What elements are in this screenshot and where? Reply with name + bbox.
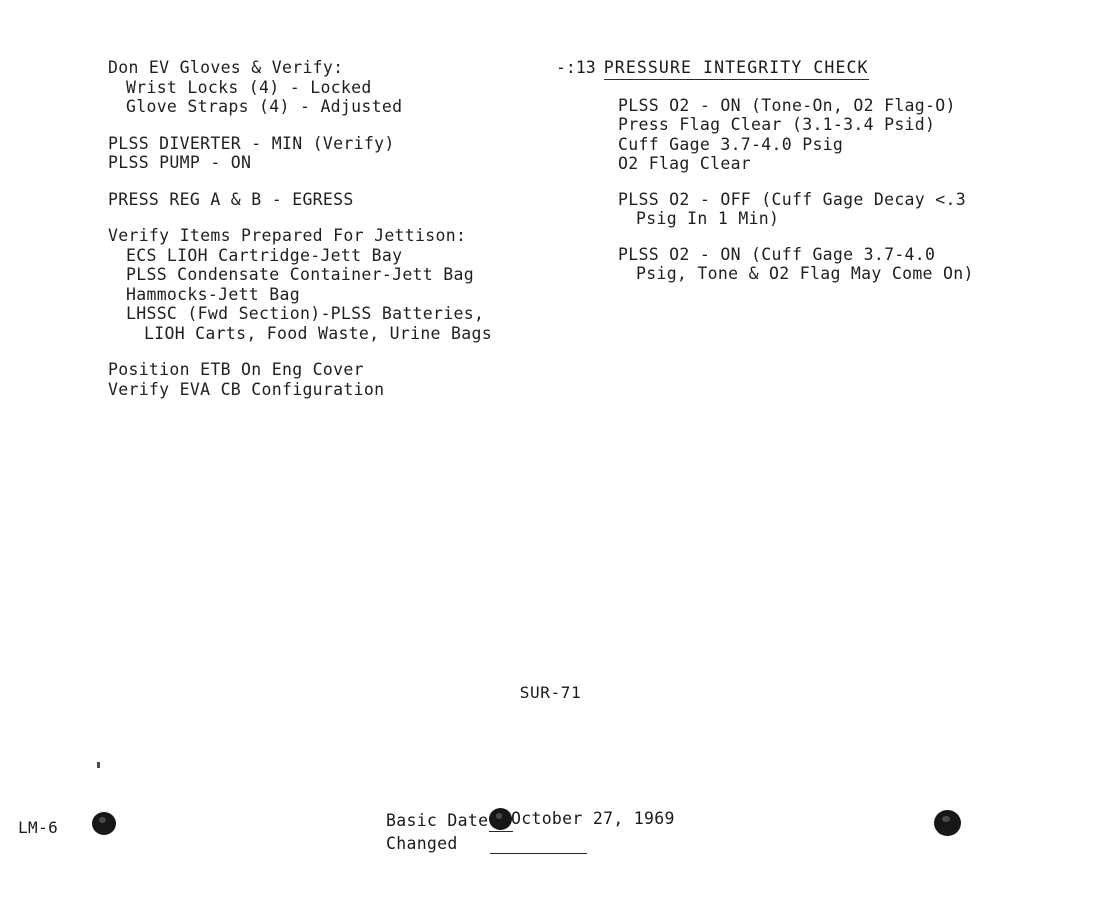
procedure-line: Glove Straps (4) - Adjusted <box>126 97 403 116</box>
page-footer <box>0 806 1101 876</box>
basic-date-rule <box>489 831 513 832</box>
procedure-line: O2 Flag Clear <box>618 154 752 173</box>
procedure-line: PLSS DIVERTER - MIN (Verify) <box>108 133 395 153</box>
procedure-line: LHSSC (Fwd Section)-PLSS Batteries, <box>126 304 485 323</box>
page-number: SUR-71 <box>519 683 582 702</box>
procedure-line: PLSS O2 - OFF (Cuff Gage Decay <.3 <box>618 189 966 209</box>
procedure-line: Verify EVA CB Configuration <box>108 379 385 399</box>
procedure-line: PLSS PUMP - ON <box>108 153 252 172</box>
procedure-block <box>108 226 538 343</box>
procedure-block <box>108 134 538 173</box>
basic-date-value: October 27, 1969 <box>511 809 675 828</box>
procedure-line: LIOH Carts, Food Waste, Urine Bags <box>144 323 492 343</box>
procedure-line: PRESS REG A & B - EGRESS <box>108 189 354 209</box>
procedure-line: Don EV Gloves & Verify: <box>108 58 344 77</box>
section-title: PRESSURE INTEGRITY CHECK <box>604 58 869 80</box>
procedure-line: ECS LIOH Cartridge-Jett Bay <box>126 245 403 265</box>
procedure-block <box>108 58 538 117</box>
ink-blot-icon <box>934 810 961 836</box>
vehicle-label: LM-6 <box>18 818 59 837</box>
procedure-block <box>108 190 538 210</box>
procedure-line: PLSS Condensate Container-Jett Bag <box>126 265 474 284</box>
procedure-line: PLSS O2 - ON (Cuff Gage 3.7-4.0 <box>618 244 936 264</box>
procedure-line: PLSS O2 - ON (Tone-On, O2 Flag-O) <box>618 95 956 115</box>
procedure-block <box>618 190 1056 229</box>
procedure-block <box>618 96 1056 174</box>
changed-rule <box>490 853 587 854</box>
procedure-line: Wrist Locks (4) - Locked <box>126 77 372 97</box>
procedure-line: Hammocks-Jett Bag <box>126 284 300 304</box>
procedure-line: Verify Items Prepared For Jettison: <box>108 226 467 245</box>
procedure-line: Press Flag Clear (3.1-3.4 Psid) <box>618 115 936 134</box>
ink-speck <box>97 762 100 768</box>
procedure-block <box>108 360 538 399</box>
ink-blot-icon <box>92 812 116 835</box>
section-header <box>556 58 1056 80</box>
ink-blot-icon <box>489 808 512 830</box>
section-body <box>556 96 1056 284</box>
right-column <box>556 58 1056 300</box>
procedure-line: Psig In 1 Min) <box>636 209 780 228</box>
time-mark: -:13 <box>556 58 596 77</box>
changed-label: Changed <box>386 834 458 853</box>
procedure-line: Position ETB On Eng Cover <box>108 360 364 379</box>
basic-date-label: Basic Date <box>386 811 489 830</box>
procedure-line: Psig, Tone & O2 Flag May Come On) <box>636 264 974 283</box>
left-column <box>108 58 538 416</box>
procedure-block <box>618 245 1056 284</box>
procedure-line: Cuff Gage 3.7-4.0 Psig <box>618 134 844 154</box>
